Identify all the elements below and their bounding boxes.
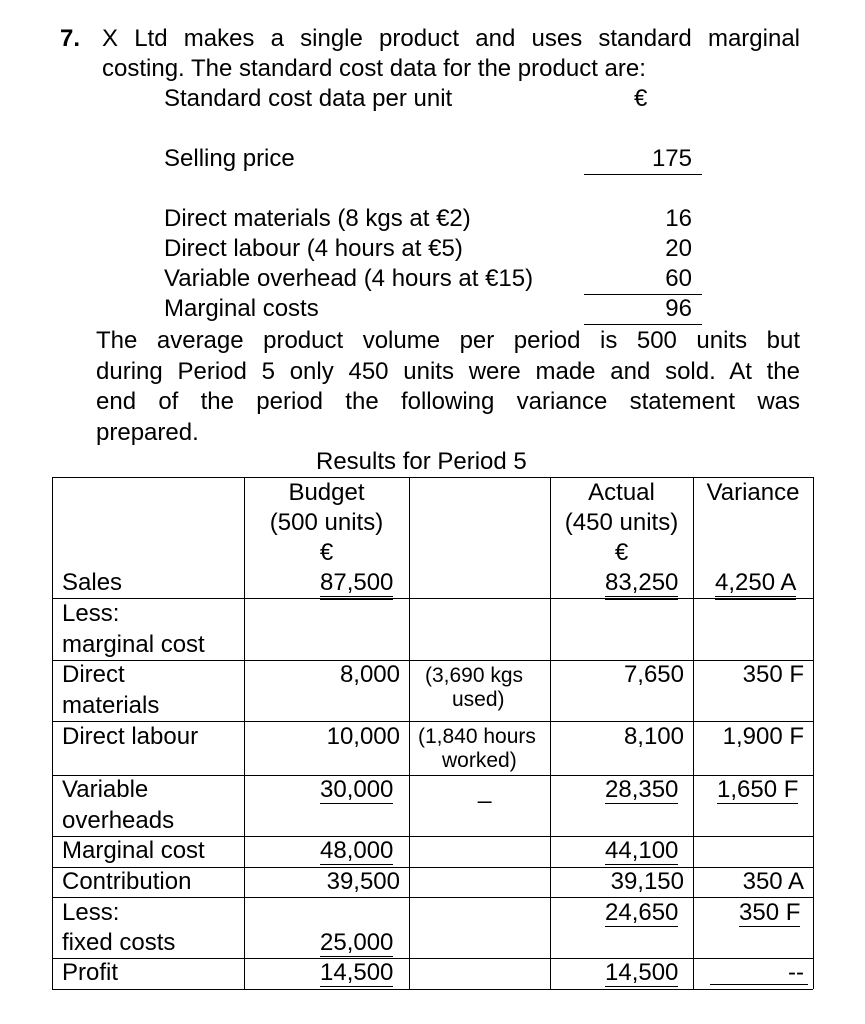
profit-actual: 14,500: [605, 959, 678, 990]
selling-price-underline: [584, 174, 702, 175]
variable-overhead-value: 60: [665, 265, 692, 292]
row-label-sales: Sales: [62, 569, 123, 596]
question-line-2: costing. The standard cost data for the product are:: [102, 55, 646, 82]
table-rule: [52, 897, 813, 898]
sales-actual: 83,250: [605, 569, 678, 600]
standard-cost-heading: Standard cost data per unit: [164, 85, 453, 112]
row-label-variable: Variable: [62, 776, 149, 803]
dl-variance: 1,900 F: [722, 723, 804, 750]
results-title: Results for Period 5: [316, 448, 527, 475]
table-border-bottom: [52, 989, 813, 990]
header-budget-currency: €: [319, 539, 334, 566]
table-border-left: [52, 477, 53, 989]
row-label-contribution: Contribution: [62, 868, 192, 895]
dl-actual: 8,100: [623, 723, 684, 750]
table-col-divider: [693, 477, 694, 989]
narrative-line-4: prepared.: [96, 418, 199, 446]
selling-price-label: Selling price: [164, 145, 295, 172]
narrative-line-3: end of the period the following variance statement was: [96, 388, 800, 415]
dl-note-2: worked): [442, 749, 517, 772]
profit-variance-underline: [710, 984, 808, 985]
dm-budget: 8,000: [339, 661, 400, 688]
dl-note-1: (1,840 hours: [418, 725, 536, 748]
profit-variance: --: [788, 959, 804, 986]
question-intro: [102, 24, 800, 84]
marginal-costs-underline: [584, 324, 702, 325]
row-label-direct-labour: Direct labour: [62, 723, 199, 750]
mc-actual: 44,100: [605, 837, 679, 864]
vo-note: _: [478, 777, 492, 804]
mc-budget: 48,000: [320, 837, 394, 864]
question-line-1: X Ltd makes a single product and uses standard marginal: [102, 25, 800, 52]
table-border-right: [813, 477, 814, 989]
header-variance: Variance: [706, 479, 800, 506]
direct-labour-label: Direct labour (4 hours at €5): [164, 235, 463, 262]
vo-actual: 28,350: [605, 776, 679, 803]
marginal-costs-value: 96: [665, 295, 692, 322]
vo-variance: 1,650 F: [717, 776, 799, 803]
row-label-marginal-cost-heading: marginal cost: [62, 631, 205, 658]
question-number: 7.: [60, 25, 81, 52]
dm-note-1: (3,690 kgs: [425, 664, 524, 687]
row-label-overheads: overheads: [62, 807, 175, 834]
contribution-actual: 39,150: [610, 868, 684, 895]
header-actual-units: (450 units): [564, 509, 679, 536]
fc-actual: 24,650: [605, 899, 679, 926]
direct-labour-value: 20: [665, 235, 692, 262]
dm-actual: 7,650: [623, 661, 684, 688]
vo-budget: 30,000: [320, 776, 394, 803]
sales-variance: 4,250 A: [715, 569, 796, 600]
table-rule: [52, 775, 813, 776]
header-actual-currency: €: [614, 539, 629, 566]
contribution-variance: 350 A: [742, 868, 804, 895]
fc-budget: 25,000: [320, 929, 394, 956]
profit-budget: 14,500: [320, 959, 393, 990]
dl-budget: 10,000: [326, 723, 400, 750]
table-col-divider: [409, 477, 410, 989]
fc-variance: 350 F: [739, 899, 801, 926]
header-budget: Budget: [288, 479, 365, 506]
header-budget-units: (500 units): [269, 509, 384, 536]
sales-budget: 87,500: [320, 569, 393, 600]
direct-materials-label: Direct materials (8 kgs at €2): [164, 205, 471, 232]
narrative-line-2: during Period 5 only 450 units were made and sold. At the: [96, 357, 800, 385]
row-label-direct: Direct: [62, 661, 125, 688]
direct-materials-value: 16: [665, 205, 692, 232]
marginal-costs-label: Marginal costs: [164, 295, 319, 322]
narrative-line-1: The average product volume per period is 500 units but: [96, 327, 800, 354]
contribution-budget: 39,500: [326, 868, 400, 895]
dm-variance: 350 F: [742, 661, 804, 688]
dm-note-2: used): [452, 688, 505, 711]
standard-cost-currency: €: [634, 85, 648, 112]
table-rule: [52, 598, 813, 599]
variable-overhead-label: Variable overhead (4 hours at €15): [164, 265, 534, 292]
row-label-marginal-cost: Marginal cost: [62, 837, 205, 864]
row-label-fixed-costs: fixed costs: [62, 929, 176, 956]
selling-price-value: 175: [651, 145, 692, 172]
narrative-paragraph: [96, 326, 800, 448]
row-label-less-2: Less:: [62, 899, 120, 926]
row-label-profit: Profit: [62, 959, 119, 986]
header-actual: Actual: [588, 479, 655, 506]
row-label-less-1: Less:: [62, 600, 120, 627]
row-label-materials: materials: [62, 692, 160, 719]
